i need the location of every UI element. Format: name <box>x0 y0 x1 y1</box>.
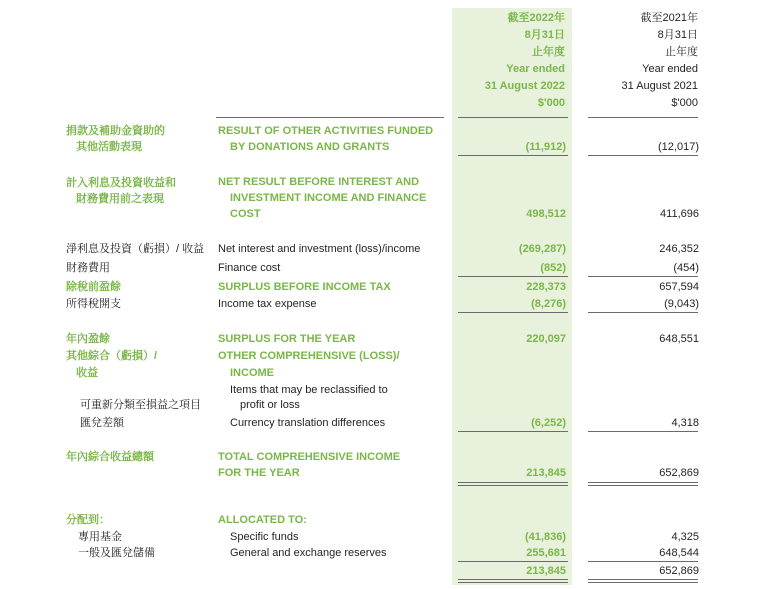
value-2022: 228,373 <box>526 281 566 293</box>
header-2021-line: 止年度 <box>665 46 698 58</box>
value-2021-total: 652,869 <box>659 565 699 577</box>
value-2022-total: 213,845 <box>526 565 566 577</box>
row-divider-double <box>588 579 698 580</box>
row-divider <box>458 312 568 313</box>
zh-label: 可重新分類至損益之項目 <box>80 399 201 411</box>
value-2022: (8,276) <box>531 298 566 310</box>
row-divider <box>588 276 698 277</box>
value-2021: (454) <box>673 262 699 274</box>
zh-label: 計入利息及投資收益和 <box>66 177 176 189</box>
value-2021: 4,318 <box>671 417 699 429</box>
value-2022: 498,512 <box>526 208 566 220</box>
value-2022: (41,836) <box>525 531 566 543</box>
en-label: Income tax expense <box>218 298 317 310</box>
value-2022: (269,287) <box>518 243 566 255</box>
value-2022: 213,845 <box>526 467 566 479</box>
row-divider <box>588 155 698 156</box>
value-2021: 648,551 <box>659 333 699 345</box>
value-2022: 220,097 <box>526 333 566 345</box>
row-divider <box>588 431 698 432</box>
row-divider <box>458 561 568 562</box>
en-label: SURPLUS FOR THE YEAR <box>218 333 356 345</box>
header-2022-line: 8月31日 <box>524 29 565 41</box>
en-label: SURPLUS BEFORE INCOME TAX <box>218 281 391 293</box>
value-2021: 4,325 <box>671 531 699 543</box>
header-2022-line: 31 August 2022 <box>484 80 565 92</box>
en-label: ALLOCATED TO: <box>218 514 307 526</box>
en-label: INCOME <box>230 367 274 379</box>
value-2021: 657,594 <box>659 281 699 293</box>
zh-label: 分配到： <box>66 514 110 526</box>
row-divider-double <box>588 482 698 483</box>
zh-label: 所得稅開支 <box>66 298 121 310</box>
row-divider-double <box>458 582 568 583</box>
en-label: NET RESULT BEFORE INTEREST AND <box>218 176 420 188</box>
zh-label: 專用基金 <box>78 531 122 543</box>
zh-label: 財務費用前之表現 <box>76 193 164 205</box>
zh-label: 匯兌差額 <box>80 417 124 429</box>
row-divider-double <box>458 482 568 483</box>
value-2021: (12,017) <box>658 141 699 153</box>
value-2022: 255,681 <box>526 547 566 559</box>
en-label: Items that may be reclassified to <box>230 384 388 396</box>
zh-label: 其他活動表現 <box>76 141 142 153</box>
zh-label: 捐款及補助金資助的 <box>66 125 165 137</box>
row-divider <box>458 431 568 432</box>
zh-label: 年內盈餘 <box>66 333 110 345</box>
en-label: profit or loss <box>240 399 300 411</box>
value-2021: 652,869 <box>659 467 699 479</box>
en-label: FOR THE YEAR <box>218 467 300 479</box>
header-2021-line: Year ended <box>642 63 698 75</box>
value-2021: 411,696 <box>660 208 699 220</box>
row-divider <box>458 276 568 277</box>
zh-label: 一般及匯兌儲備 <box>78 547 155 559</box>
header-2022-line: Year ended <box>506 63 565 75</box>
row-divider-double <box>458 579 568 580</box>
row-divider-double <box>588 485 698 486</box>
en-label: RESULT OF OTHER ACTIVITIES FUNDED <box>218 125 434 137</box>
zh-label: 年內綜合收益總額 <box>66 451 154 463</box>
row-divider-double <box>458 485 568 486</box>
value-2021: 648,544 <box>659 547 699 559</box>
header-divider <box>588 117 698 118</box>
header-divider <box>216 117 444 118</box>
header-2021-line: 8月31日 <box>657 29 698 41</box>
en-label: INVESTMENT INCOME AND FINANCE <box>230 192 427 204</box>
value-2021: (9,043) <box>664 298 699 310</box>
header-2021-line: 截至2021年 <box>640 12 698 24</box>
zh-label: 除稅前盈餘 <box>66 281 121 293</box>
header-2022-line: $'000 <box>537 97 565 109</box>
row-divider <box>458 155 568 156</box>
zh-label: 收益 <box>76 367 98 379</box>
en-label: COST <box>230 208 261 220</box>
row-divider <box>588 561 698 562</box>
en-label: Specific funds <box>230 531 299 543</box>
header-2021-line: $'000 <box>671 97 698 109</box>
value-2022: (852) <box>540 262 566 274</box>
header-2022-line: 止年度 <box>532 46 565 58</box>
header-2022-line: 截至2022年 <box>507 12 565 24</box>
header-2021-line: 31 August 2021 <box>621 80 698 92</box>
en-label: Currency translation differences <box>230 417 386 429</box>
en-label: TOTAL COMPREHENSIVE INCOME <box>218 451 401 463</box>
en-label: Finance cost <box>218 262 281 274</box>
header-divider <box>458 117 568 118</box>
en-label: OTHER COMPREHENSIVE (LOSS)/ <box>218 350 400 362</box>
value-2022: (6,252) <box>531 417 566 429</box>
value-2022: (11,912) <box>525 141 566 153</box>
zh-label: 財務費用 <box>66 262 110 274</box>
zh-label: 淨利息及投資（虧損）/ 收益 <box>66 243 205 255</box>
en-label: General and exchange reserves <box>230 547 387 559</box>
row-divider <box>588 312 698 313</box>
en-label: BY DONATIONS AND GRANTS <box>230 141 390 153</box>
row-divider-double <box>588 582 698 583</box>
value-2021: 246,352 <box>659 243 699 255</box>
en-label: Net interest and investment (loss)/income <box>218 243 421 255</box>
zh-label: 其他綜合（虧損）/ <box>66 350 158 362</box>
